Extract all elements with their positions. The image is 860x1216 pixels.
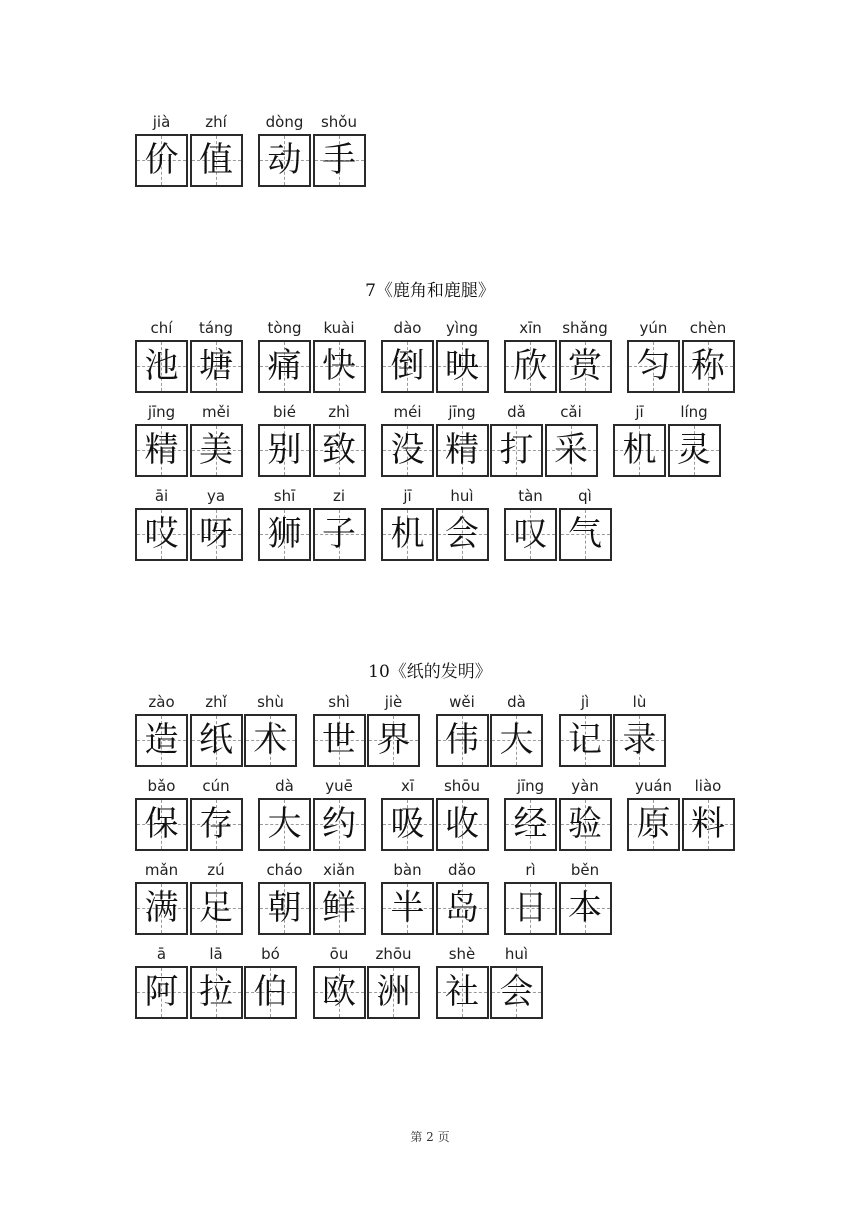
pinyin-label: lā [209, 945, 223, 963]
pinyin-label: kuài [323, 319, 355, 337]
tianzige-box [258, 798, 311, 851]
hanzi-character: 界 [376, 720, 411, 760]
lesson-title: 10《纸的发明》 [368, 662, 492, 682]
tianzige-box [135, 508, 188, 561]
pinyin-label: méi [393, 403, 422, 421]
hanzi-character: 致 [322, 430, 356, 470]
tianzige-box [313, 508, 366, 561]
pinyin-label: chèn [689, 319, 727, 337]
tianzige-box [613, 714, 666, 767]
hanzi-character: 世 [322, 720, 356, 760]
pinyin-label: bǎo [147, 777, 176, 795]
hanzi-character: 大 [499, 720, 534, 760]
pinyin-label: shī [273, 487, 296, 505]
hanzi-character: 洲 [376, 972, 411, 1012]
tianzige-box [258, 134, 311, 187]
pinyin-label: rì [525, 861, 536, 879]
hanzi-character: 机 [390, 514, 425, 554]
tianzige-box [504, 882, 557, 935]
tianzige-box [135, 882, 188, 935]
tianzige-box [190, 134, 243, 187]
tianzige-box [559, 340, 612, 393]
tianzige-box [313, 966, 366, 1019]
pinyin-label: jī [403, 487, 412, 505]
tianzige-box [313, 714, 366, 767]
tianzige-box [627, 340, 680, 393]
tianzige-box [504, 340, 557, 393]
tianzige-box [381, 340, 434, 393]
pinyin-label: huì [504, 945, 529, 963]
pinyin-label: bàn [393, 861, 422, 879]
hanzi-character: 满 [144, 888, 179, 928]
tianzige-box [436, 966, 489, 1019]
tianzige-box [135, 714, 188, 767]
pinyin-label: jì [580, 693, 590, 711]
pinyin-label: xiǎn [323, 861, 355, 879]
pinyin-label: jīng [448, 403, 476, 421]
pinyin-label: shǎng [562, 319, 608, 337]
hanzi-character: 收 [445, 804, 479, 844]
pinyin-label: shù [257, 693, 284, 711]
hanzi-character: 池 [144, 346, 179, 386]
tianzige-box [258, 508, 311, 561]
hanzi-character: 料 [691, 804, 725, 844]
pinyin-label: shōu [443, 777, 480, 795]
tianzige-box [682, 798, 735, 851]
hanzi-character: 造 [144, 720, 179, 760]
tianzige-box [135, 966, 188, 1019]
pinyin-label: yàn [571, 777, 599, 795]
tianzige-box [436, 882, 489, 935]
tianzige-box [190, 882, 243, 935]
hanzi-character: 气 [568, 514, 602, 554]
tianzige-box [313, 424, 366, 477]
hanzi-character: 足 [199, 888, 233, 928]
tianzige-box [258, 424, 311, 477]
pinyin-label: āi [154, 487, 169, 505]
pinyin-label: zhōu [375, 945, 412, 963]
hanzi-character: 塘 [199, 346, 233, 386]
pinyin-label: tàn [518, 487, 543, 505]
tianzige-box [258, 882, 311, 935]
hanzi-character: 鲜 [322, 888, 356, 928]
tianzige-box [190, 714, 243, 767]
hanzi-character: 手 [322, 140, 356, 180]
pinyin-label: líng [680, 403, 708, 421]
tianzige-box [559, 714, 612, 767]
hanzi-character: 子 [322, 514, 356, 554]
pinyin-label: shè [448, 945, 476, 963]
tianzige-box [367, 966, 420, 1019]
pinyin-label: zào [148, 693, 175, 711]
pinyin-label: dǎo [448, 861, 476, 879]
pinyin-label: měi [201, 403, 230, 421]
hanzi-character: 欣 [513, 346, 548, 386]
tianzige-box [313, 134, 366, 187]
hanzi-character: 录 [622, 720, 657, 760]
tianzige-box [490, 714, 543, 767]
tianzige-box [135, 340, 188, 393]
hanzi-character: 经 [513, 804, 548, 844]
pinyin-label: běn [570, 861, 600, 879]
pinyin-label: jià [152, 113, 171, 131]
tianzige-box [436, 508, 489, 561]
tianzige-box [381, 882, 434, 935]
tianzige-box [244, 966, 297, 1019]
hanzi-character: 值 [199, 140, 233, 180]
tianzige-box [313, 798, 366, 851]
pinyin-label: ya [206, 487, 226, 505]
hanzi-character: 精 [144, 430, 179, 470]
hanzi-character: 欧 [322, 972, 356, 1012]
pinyin-label: jī [635, 403, 644, 421]
pinyin-label: jīng [147, 403, 176, 421]
pinyin-label: huì [450, 487, 474, 505]
lesson-title: 7《鹿角和鹿腿》 [365, 281, 495, 301]
tianzige-box [313, 340, 366, 393]
pinyin-label: yuán [634, 777, 673, 795]
pinyin-label: chí [150, 319, 173, 337]
hanzi-character: 狮 [267, 514, 302, 554]
tianzige-box [135, 134, 188, 187]
hanzi-character: 打 [499, 430, 534, 470]
hanzi-character: 美 [199, 430, 233, 470]
hanzi-character: 没 [390, 430, 425, 470]
pinyin-label: cháo [266, 861, 303, 879]
pinyin-label: jiè [384, 693, 403, 711]
pinyin-label: qì [578, 487, 592, 505]
pinyin-label: dǎ [507, 403, 526, 421]
hanzi-character: 痛 [267, 346, 302, 386]
pinyin-label: bié [273, 403, 296, 421]
tianzige-box [381, 798, 434, 851]
pinyin-label: yìng [445, 319, 479, 337]
tianzige-box [613, 424, 666, 477]
hanzi-character: 朝 [267, 888, 302, 928]
hanzi-character: 会 [499, 972, 534, 1012]
hanzi-character: 叹 [513, 514, 548, 554]
tianzige-box [668, 424, 721, 477]
pinyin-label: zhí [205, 113, 227, 131]
hanzi-character: 原 [636, 804, 671, 844]
pinyin-label: zú [207, 861, 225, 879]
hanzi-character: 赏 [568, 346, 602, 386]
hanzi-character: 伟 [445, 720, 479, 760]
tianzige-box [682, 340, 735, 393]
hanzi-character: 记 [568, 720, 602, 760]
tianzige-box [490, 966, 543, 1019]
tianzige-box [381, 508, 434, 561]
hanzi-character: 灵 [677, 430, 711, 470]
tianzige-box [559, 798, 612, 851]
hanzi-character: 会 [445, 514, 479, 554]
hanzi-character: 吸 [390, 804, 425, 844]
tianzige-box [436, 424, 489, 477]
pinyin-label: dào [393, 319, 422, 337]
hanzi-character: 倒 [390, 346, 425, 386]
hanzi-character: 呀 [199, 514, 233, 554]
pinyin-label: cún [202, 777, 230, 795]
tianzige-box [627, 798, 680, 851]
hanzi-character: 岛 [445, 888, 479, 928]
hanzi-character: 大 [267, 804, 302, 844]
hanzi-character: 匀 [636, 346, 671, 386]
tianzige-box [190, 508, 243, 561]
pinyin-label: yún [639, 319, 668, 337]
hanzi-character: 映 [445, 346, 479, 386]
pinyin-label: xīn [519, 319, 542, 337]
pinyin-label: dà [507, 693, 526, 711]
tianzige-box [559, 508, 612, 561]
hanzi-character: 纸 [199, 720, 233, 760]
pinyin-label: tòng [267, 319, 302, 337]
tianzige-box [504, 508, 557, 561]
tianzige-box [244, 714, 297, 767]
pinyin-label: wěi [449, 693, 475, 711]
pinyin-label: xī [400, 777, 415, 795]
pinyin-label: jīng [516, 777, 545, 795]
pinyin-label: zhǐ [205, 693, 227, 711]
hanzi-character: 术 [253, 720, 288, 760]
hanzi-character: 伯 [253, 972, 288, 1012]
page-number: 第 2 页 [410, 1130, 450, 1144]
tianzige-box [190, 966, 243, 1019]
tianzige-box [190, 340, 243, 393]
tianzige-box [436, 714, 489, 767]
hanzi-character: 约 [322, 804, 356, 844]
pinyin-label: mǎn [144, 861, 179, 879]
tianzige-box [258, 340, 311, 393]
tianzige-box [313, 882, 366, 935]
hanzi-character: 阿 [144, 972, 179, 1012]
pinyin-label: zi [332, 487, 346, 505]
hanzi-character: 社 [445, 972, 479, 1012]
tianzige-box [490, 424, 543, 477]
hanzi-character: 本 [568, 888, 602, 928]
hanzi-character: 拉 [199, 972, 233, 1012]
tianzige-box [367, 714, 420, 767]
pinyin-label: shì [328, 693, 350, 711]
tianzige-box [436, 798, 489, 851]
hanzi-character: 机 [622, 430, 657, 470]
tianzige-box [381, 424, 434, 477]
hanzi-character: 价 [144, 140, 179, 180]
hanzi-character: 哎 [144, 514, 179, 554]
tianzige-box [504, 798, 557, 851]
hanzi-character: 快 [322, 346, 356, 386]
tianzige-box [545, 424, 598, 477]
hanzi-character: 日 [513, 888, 548, 928]
hanzi-character: 动 [267, 140, 302, 180]
hanzi-character: 称 [691, 346, 725, 386]
hanzi-character: 保 [144, 804, 179, 844]
pinyin-label: shǒu [320, 113, 357, 131]
hanzi-character: 别 [267, 430, 302, 470]
tianzige-box [436, 340, 489, 393]
tianzige-box [190, 798, 243, 851]
pinyin-label: yuē [325, 777, 353, 795]
pinyin-label: dòng [265, 113, 304, 131]
pinyin-label: bó [261, 945, 280, 963]
hanzi-character: 精 [445, 430, 479, 470]
hanzi-character: 存 [199, 804, 233, 844]
pinyin-label: zhì [328, 403, 350, 421]
pinyin-label: táng [198, 319, 234, 337]
tianzige-box [190, 424, 243, 477]
pinyin-label: liào [694, 777, 722, 795]
hanzi-character: 采 [554, 430, 588, 470]
pinyin-label: ā [156, 945, 167, 963]
tianzige-box [559, 882, 612, 935]
pinyin-label: ōu [329, 945, 349, 963]
tianzige-box [135, 424, 188, 477]
hanzi-character: 验 [568, 804, 602, 844]
pinyin-label: dà [275, 777, 294, 795]
pinyin-label: cǎi [560, 403, 582, 421]
hanzi-character: 半 [390, 888, 425, 928]
pinyin-label: lù [632, 693, 647, 711]
tianzige-box [135, 798, 188, 851]
